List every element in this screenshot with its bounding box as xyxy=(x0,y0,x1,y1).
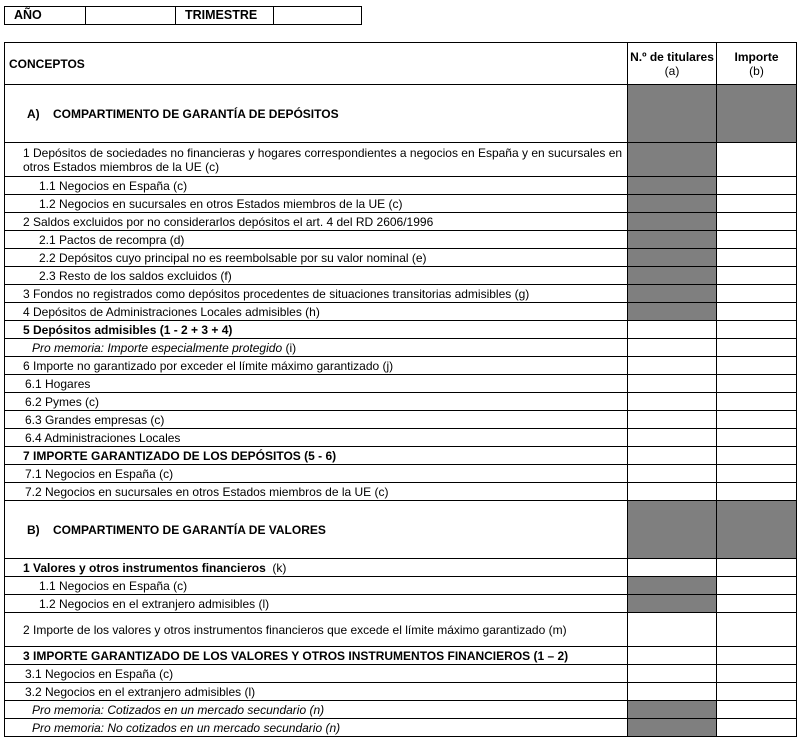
table-row xyxy=(5,701,797,719)
amount-cell[interactable] xyxy=(717,447,797,465)
holders-cell-shaded xyxy=(628,177,717,195)
table-row xyxy=(5,375,797,393)
table-row xyxy=(5,303,797,321)
amount-cell[interactable] xyxy=(717,577,797,595)
table-row xyxy=(5,195,797,213)
concept-note: (i) xyxy=(285,340,297,355)
table-row xyxy=(5,613,797,647)
concept-label: 1.2 Negocios en sucursales en otros Estados miembros de la UE (c) xyxy=(5,195,628,213)
holders-cell-shaded xyxy=(628,701,717,719)
holders-cell-shaded xyxy=(628,213,717,231)
pro-memoria-label: Pro memoria: Importe especialmente protegido xyxy=(32,340,283,355)
concept-label: 3 IMPORTE GARANTIZADO DE LOS VALORES Y OTROS INSTRUMENTOS FINANCIEROS (1 – 2) xyxy=(5,647,628,665)
concept-label: 5 Depósitos admisibles (1 - 2 + 3 + 4) xyxy=(5,321,628,339)
amount-cell[interactable] xyxy=(717,647,797,665)
concept-label: 4 Depósitos de Administraciones Locales admisibles (h) xyxy=(5,303,628,321)
concept-label: 7 IMPORTE GARANTIZADO DE LOS DEPÓSITOS (5 - 6) xyxy=(5,447,628,465)
holders-cell-shaded xyxy=(628,249,717,267)
holders-cell[interactable] xyxy=(628,647,717,665)
concept-label: 1 Depósitos de sociedades no financieras y hogares correspondientes a negocios en España y en sucursales en otros Estados miembros de la UE (c) xyxy=(5,143,628,177)
amount-cell[interactable] xyxy=(717,719,797,737)
table-row xyxy=(5,267,797,285)
pro-memoria-label: Pro memoria: Cotizados en un mercado secundario xyxy=(32,702,307,717)
concept-label: 2.1 Pactos de recompra (d) xyxy=(5,231,628,249)
concept-label xyxy=(5,339,628,357)
concept-note: (n) xyxy=(325,720,341,735)
table-row xyxy=(5,465,797,483)
amount-cell[interactable] xyxy=(717,393,797,411)
concept-label: 7.2 Negocios en sucursales en otros Estados miembros de la UE (c) xyxy=(5,483,628,501)
table-row xyxy=(5,177,797,195)
concept-label: 6.1 Hogares xyxy=(5,375,628,393)
section-b-row xyxy=(5,501,797,559)
table-row xyxy=(5,249,797,267)
table-row xyxy=(5,577,797,595)
section-a-title: A) COMPARTIMENTO DE GARANTÍA DE DEPÓSITOS xyxy=(5,85,628,143)
year-label: AÑO xyxy=(5,7,86,25)
concept-label: 6.3 Grandes empresas (c) xyxy=(5,411,628,429)
holders-cell-shaded xyxy=(628,577,717,595)
holders-header-title: N.º de titulares xyxy=(630,49,714,64)
concept-note: (n) xyxy=(309,702,325,717)
table-row xyxy=(5,483,797,501)
concepts-header: CONCEPTOS xyxy=(5,43,628,85)
amount-cell[interactable] xyxy=(717,231,797,249)
holders-cell-shaded xyxy=(628,719,717,737)
amount-cell[interactable] xyxy=(717,249,797,267)
concept-label: 3.2 Negocios en el extranjero admisibles (l) xyxy=(5,683,628,701)
amount-cell[interactable] xyxy=(717,213,797,231)
holders-cell[interactable] xyxy=(628,559,717,577)
table-row xyxy=(5,595,797,613)
holders-cell[interactable] xyxy=(628,375,717,393)
section-a-row xyxy=(5,85,797,143)
holders-cell[interactable] xyxy=(628,465,717,483)
amount-cell[interactable] xyxy=(717,303,797,321)
amount-cell[interactable] xyxy=(717,143,797,177)
amount-header xyxy=(717,43,797,85)
amount-cell[interactable] xyxy=(717,613,797,647)
holders-cell-shaded xyxy=(628,285,717,303)
amount-cell[interactable] xyxy=(717,357,797,375)
concept-label: 2.3 Resto de los saldos excluidos (f) xyxy=(5,267,628,285)
table-row xyxy=(5,559,797,577)
amount-cell[interactable] xyxy=(717,375,797,393)
holders-cell[interactable] xyxy=(628,665,717,683)
holders-cell-shaded xyxy=(628,303,717,321)
concept-label: 3 Fondos no registrados como depósitos procedentes de situaciones transitorias admisibles (g) xyxy=(5,285,628,303)
amount-cell[interactable] xyxy=(717,411,797,429)
concept-note: (k) xyxy=(272,560,287,575)
amount-header-title: Importe xyxy=(734,49,779,64)
table-row xyxy=(5,357,797,375)
section-b-title: B) COMPARTIMENTO DE GARANTÍA DE VALORES xyxy=(5,501,628,559)
table-row xyxy=(5,647,797,665)
amount-cell[interactable] xyxy=(717,595,797,613)
concept-label-text: 1 Valores y otros instrumentos financieros xyxy=(23,560,266,575)
amount-cell[interactable] xyxy=(717,195,797,213)
header-row xyxy=(5,43,797,85)
amount-cell[interactable] xyxy=(717,321,797,339)
amount-cell-shaded xyxy=(717,85,797,143)
concept-label: 6.4 Administraciones Locales xyxy=(5,429,628,447)
quarter-label: TRIMESTRE xyxy=(176,7,274,25)
holders-header-note: (a) xyxy=(664,63,680,78)
concept-label: 2.2 Depósitos cuyo principal no es reembolsable por su valor nominal (e) xyxy=(5,249,628,267)
concept-label: 6.2 Pymes (c) xyxy=(5,393,628,411)
year-input-cell[interactable] xyxy=(86,7,176,25)
concept-label: 2 Importe de los valores y otros instrumentos financieros que excede el límite máximo garantizado (m) xyxy=(5,613,628,647)
concept-label xyxy=(5,719,628,737)
holders-cell-shaded xyxy=(628,195,717,213)
table-row xyxy=(5,339,797,357)
amount-cell[interactable] xyxy=(717,683,797,701)
amount-cell[interactable] xyxy=(717,285,797,303)
table-row xyxy=(5,429,797,447)
holders-cell-shaded xyxy=(628,85,717,143)
table-row xyxy=(5,143,797,177)
concept-label: 3.1 Negocios en España (c) xyxy=(5,665,628,683)
holders-cell[interactable] xyxy=(628,429,717,447)
concept-label: 2 Saldos excluidos por no considerarlos depósitos el art. 4 del RD 2606/1996 xyxy=(5,213,628,231)
concept-label xyxy=(5,559,628,577)
pro-memoria-label: Pro memoria: No cotizados en un mercado secundario xyxy=(32,720,323,735)
holders-cell[interactable] xyxy=(628,321,717,339)
holders-cell[interactable] xyxy=(628,613,717,647)
holders-cell[interactable] xyxy=(628,683,717,701)
amount-cell[interactable] xyxy=(717,483,797,501)
table-row xyxy=(5,719,797,737)
quarter-input-cell[interactable] xyxy=(274,7,362,25)
amount-cell[interactable] xyxy=(717,465,797,483)
holders-cell-shaded xyxy=(628,595,717,613)
table-row xyxy=(5,683,797,701)
holders-cell-shaded xyxy=(628,143,717,177)
concept-label: 6 Importe no garantizado por exceder el límite máximo garantizado (j) xyxy=(5,357,628,375)
holders-cell[interactable] xyxy=(628,393,717,411)
concept-label: 1.1 Negocios en España (c) xyxy=(5,577,628,595)
table-row xyxy=(5,411,797,429)
holders-cell-shaded xyxy=(628,231,717,249)
amount-cell[interactable] xyxy=(717,177,797,195)
amount-cell[interactable] xyxy=(717,665,797,683)
amount-cell[interactable] xyxy=(717,429,797,447)
amount-cell-shaded xyxy=(717,501,797,559)
table-row xyxy=(5,231,797,249)
holders-cell-shaded xyxy=(628,501,717,559)
amount-cell[interactable] xyxy=(717,701,797,719)
holders-cell-shaded xyxy=(628,267,717,285)
holders-cell[interactable] xyxy=(628,447,717,465)
holders-cell[interactable] xyxy=(628,483,717,501)
amount-cell[interactable] xyxy=(717,339,797,357)
amount-header-note: (b) xyxy=(749,63,764,78)
table-row xyxy=(5,321,797,339)
table-row xyxy=(5,665,797,683)
holders-cell[interactable] xyxy=(628,411,717,429)
period-table xyxy=(4,6,362,25)
amount-cell[interactable] xyxy=(717,267,797,285)
holders-header xyxy=(628,43,717,85)
table-row xyxy=(5,213,797,231)
table-row xyxy=(5,393,797,411)
amount-cell[interactable] xyxy=(717,559,797,577)
table-row xyxy=(5,285,797,303)
guarantee-report-table xyxy=(4,42,797,737)
concept-label: 7.1 Negocios en España (c) xyxy=(5,465,628,483)
concept-label: 1.1 Negocios en España (c) xyxy=(5,177,628,195)
concept-label xyxy=(5,701,628,719)
table-row xyxy=(5,447,797,465)
holders-cell[interactable] xyxy=(628,357,717,375)
concept-label: 1.2 Negocios en el extranjero admisibles (l) xyxy=(5,595,628,613)
holders-cell[interactable] xyxy=(628,339,717,357)
